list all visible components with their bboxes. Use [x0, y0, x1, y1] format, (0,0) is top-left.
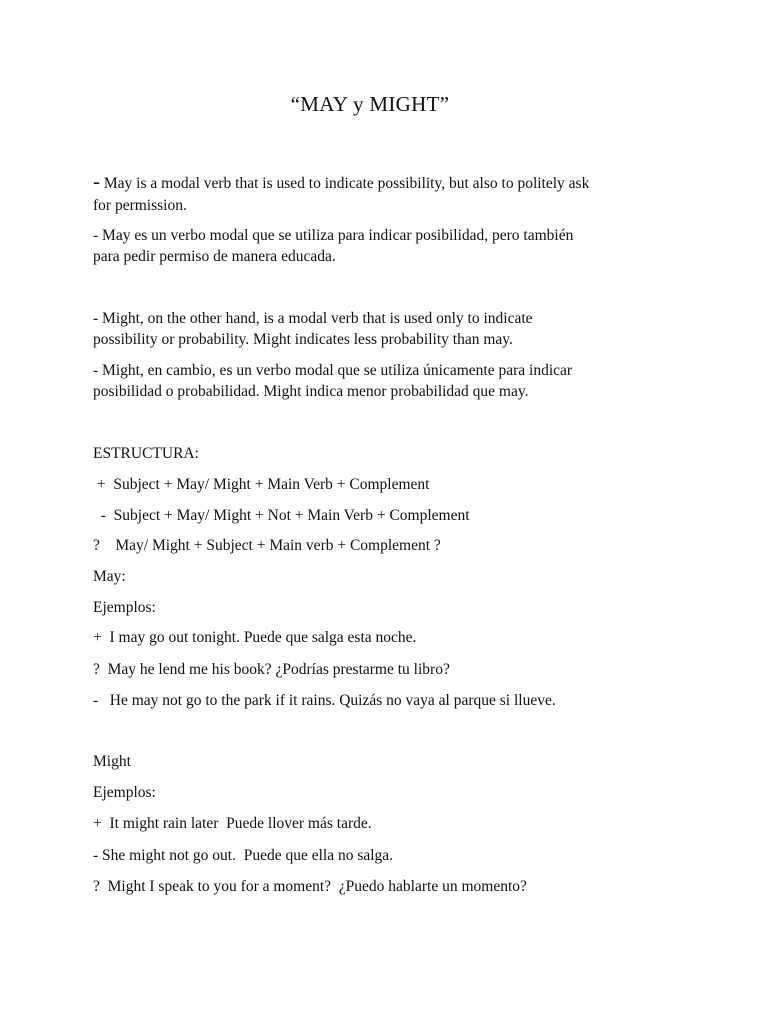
might-definition-es-line-2: posibilidad o probabilidad. Might indica menor probabilidad que may. [93, 383, 529, 400]
may-definition-en-text: May is a modal verb that is used to indicate possibility, but also to politely ask [100, 175, 590, 192]
may-definition-en-line-1 [93, 169, 590, 193]
may-definition-dash: - [93, 169, 100, 193]
might-definition-es-line-1: - Might, en cambio, es un verbo modal que se utiliza únicamente para indicar [93, 362, 573, 379]
may-definition-es-line-1: - May es un verbo modal que se utiliza para indicar posibilidad, pero también [93, 227, 574, 244]
might-example-affirmative: + It might rain later Puede llover más tarde. [93, 815, 372, 832]
might-example-question: ? Might I speak to you for a moment? ¿Puedo hablarte un momento? [93, 878, 527, 895]
might-definition-en-line-1: - Might, on the other hand, is a modal verb that is used only to indicate [93, 310, 533, 327]
might-example-negative: - She might not go out. Puede que ella no salga. [93, 847, 394, 864]
might-examples-label: Ejemplos: [93, 784, 156, 801]
may-example-question: ? May he lend me his book? ¿Podrías prestarme tu libro? [93, 661, 450, 678]
may-heading: May: [93, 568, 126, 585]
structure-negative: - Subject + May/ Might + Not + Main Verb + Complement [93, 507, 470, 524]
may-definition-en-line-2: for permission. [93, 197, 187, 214]
might-heading: Might [93, 753, 131, 770]
may-example-negative: - He may not go to the park if it rains. Quizás no vaya al parque si llueve. [93, 692, 556, 709]
document-title: “MAY y MIGHT” [290, 92, 450, 116]
structure-affirmative: + Subject + May/ Might + Main Verb + Complement [93, 476, 430, 493]
may-definition-es-line-2: para pedir permiso de manera educada. [93, 248, 336, 265]
might-definition-en-line-2: possibility or probability. Might indicates less probability than may. [93, 331, 513, 348]
structure-heading: ESTRUCTURA: [93, 445, 199, 462]
may-examples-label: Ejemplos: [93, 599, 156, 616]
structure-question: ? May/ Might + Subject + Main verb + Complement ? [93, 537, 441, 554]
may-example-affirmative: + I may go out tonight. Puede que salga esta noche. [93, 629, 417, 646]
